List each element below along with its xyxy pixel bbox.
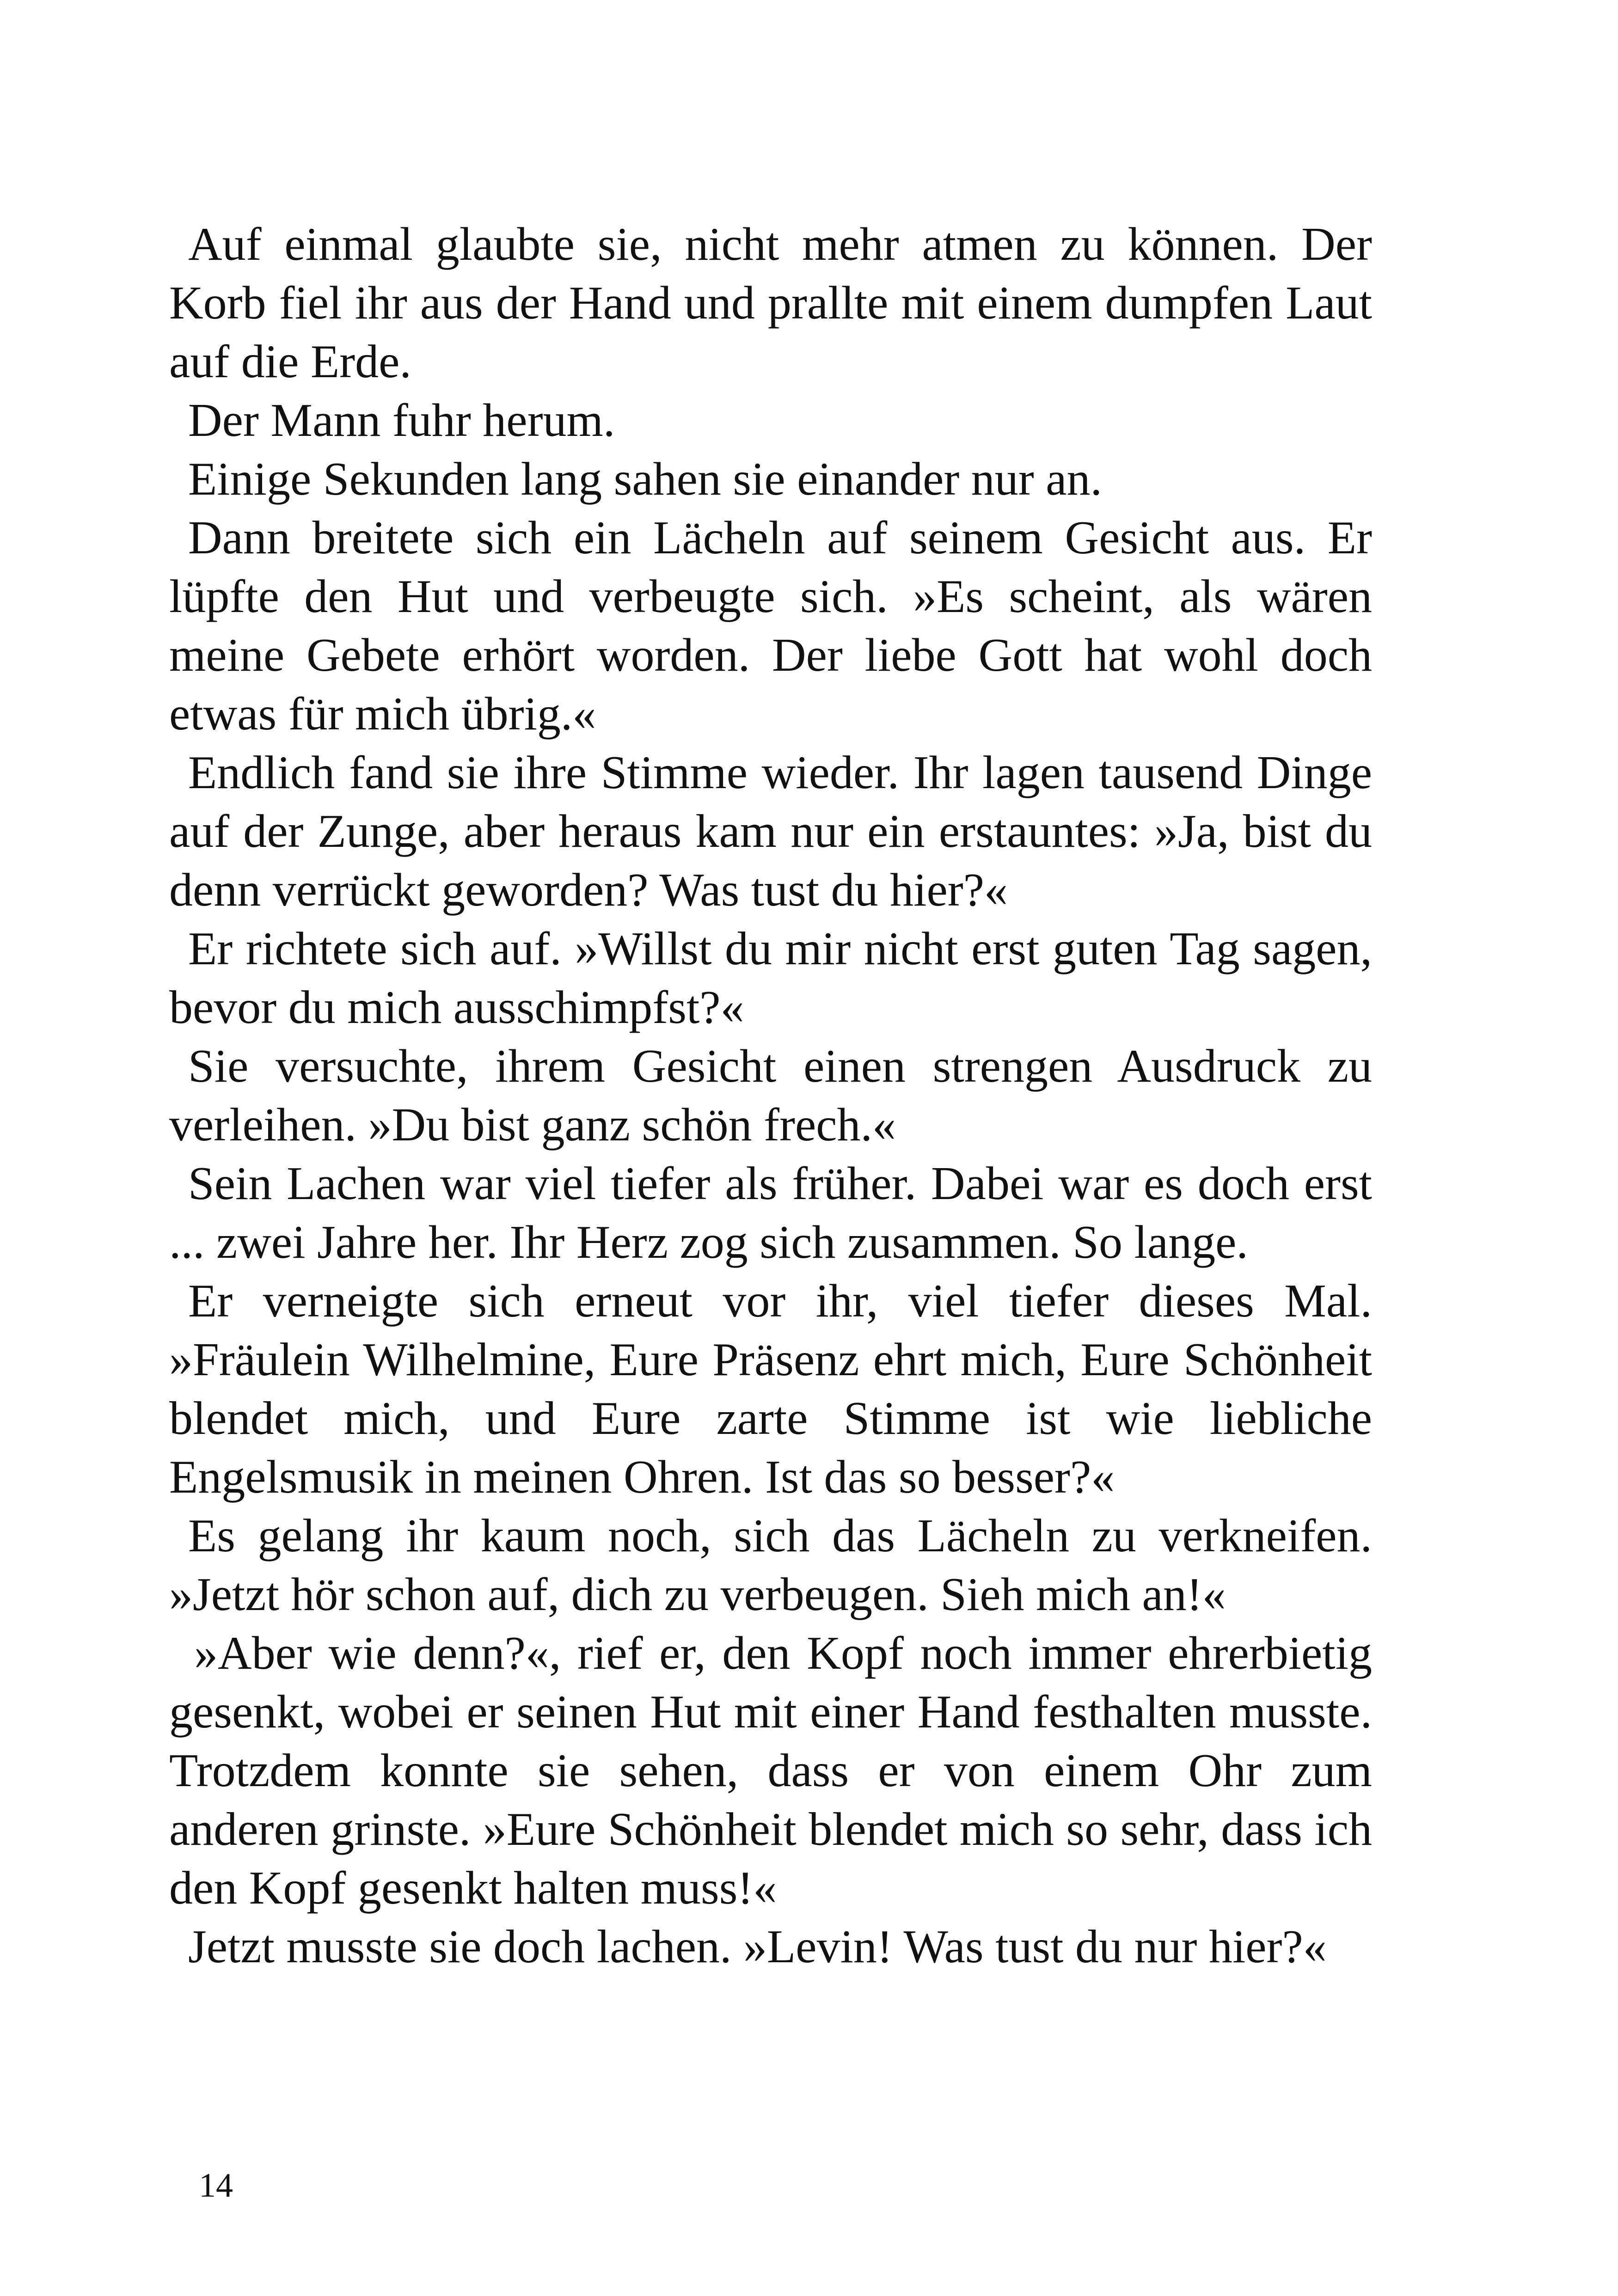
- page-number: 14: [199, 2167, 233, 2204]
- paragraph: Er verneigte sich erneut vor ihr, viel tiefer dieses Mal. »Fräulein Wilhelmine, Eure Präsenz ehrt mich, Eure Schönheit blendet mich, und Eure zarte Stimme ist wie liebliche Engelsmusik in meinen Ohren. Ist das so besser?«: [169, 1275, 1372, 1503]
- paragraph: Endlich fand sie ihre Stimme wieder. Ihr lagen tausend Dinge auf der Zunge, aber heraus kam nur ein erstauntes: »Ja, bist du denn verrückt geworden? Was tust du hier?«: [169, 747, 1372, 916]
- paragraph: Er richtete sich auf. »Willst du mir nicht erst guten Tag sagen, bevor du mich ausschimpfst?«: [169, 923, 1372, 1034]
- paragraph: »Aber wie denn?«, rief er, den Kopf noch immer ehrerbietig gesenkt, wobei er seinen Hut mit einer Hand festhalten musste. Trotzdem konnte sie sehen, dass er von einem Ohr zum anderen grinste. »Eure Schönheit blendet mich so sehr, dass ich den Kopf gesenkt halten muss!«: [169, 1627, 1372, 1914]
- paragraph: Jetzt musste sie doch lachen. »Levin! Was tust du nur hier?«: [188, 1921, 1327, 1973]
- paragraph: Einige Sekunden lang sahen sie einander nur an.: [188, 453, 1103, 505]
- paragraph: Sie versuchte, ihrem Gesicht einen strengen Ausdruck zu verleihen. »Du bist ganz schön frech.«: [169, 1040, 1372, 1151]
- paragraph: Sein Lachen war viel tiefer als früher. Dabei war es doch erst ... zwei Jahre her. Ihr Herz zog sich zusammen. So lange.: [169, 1157, 1372, 1268]
- paragraph: Es gelang ihr kaum noch, sich das Lächeln zu verkneifen. »Jetzt hör schon auf, dich zu verbeugen. Sieh mich an!«: [169, 1510, 1372, 1621]
- body-text: [169, 215, 1372, 1976]
- paragraph: Der Mann fuhr herum.: [188, 394, 615, 447]
- paragraph: Dann breitete sich ein Lächeln auf seinem Gesicht aus. Er lüpfte den Hut und verbeugte sich. »Es scheint, als wären meine Gebete erhört worden. Der liebe Gott hat wohl doch etwas für mich übrig.«: [169, 512, 1372, 740]
- paragraph: Auf einmal glaubte sie, nicht mehr atmen zu können. Der Korb fiel ihr aus der Hand und prallte mit einem dumpfen Laut auf die Erde.: [169, 218, 1372, 388]
